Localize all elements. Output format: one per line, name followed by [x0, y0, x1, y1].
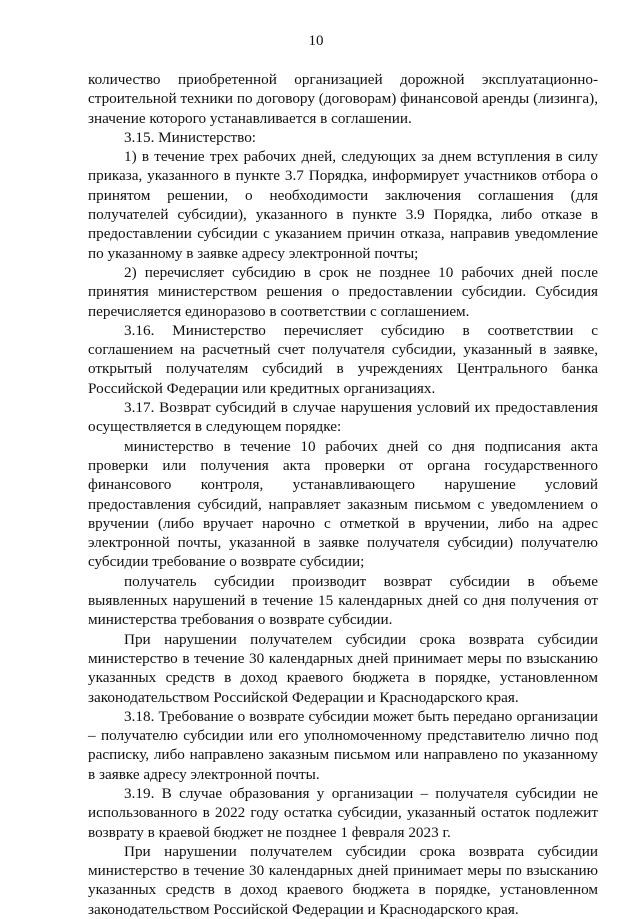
page-number: 10	[308, 33, 324, 49]
paragraph-3-19: 3.19. В случае образования у организации – получателя субсидии не использованного в 2022 году остатка субсидии, указанный остаток подлежит возврату в краевой бюджет не позднее 1 февраля 2023 г.	[88, 784, 598, 841]
paragraph-3-15-item-1: 1) в течение трех рабочих дней, следующих за днем вступления в силу приказа, указанного в пункте 3.7 Порядка, информирует участников отбора о принятом решении, о необходимости заключения соглашения (для получателей субсидии), указанного в пункте 3.9 Порядка, либо отказе в предоставлении субсидии с указанием причин отказа, направив уведомление по указанному в заявке адресу электронной почты;	[88, 148, 598, 262]
paragraph-3-16: 3.16. Министерство перечисляет субсидию в соответствии с соглашением на расчетный счет получателя субсидии, указанный в заявке, открытый получателям субсидий в учреждениях Центрального банка Российской Федерации или кредитных организациях.	[88, 321, 598, 397]
paragraph-3-15-item-2: 2) перечисляет субсидию в срок не позднее 10 рабочих дней после принятия министерством решения о предоставлении субсидии. Субсидия перечисляется единоразово в соответствии с соглашением.	[88, 263, 598, 320]
paragraph-continuation: количество приобретенной организацией дорожной эксплуатационно-строительной техники по договору (договорам) финансовой аренды (лизинга), значение которого устанавливается в соглашении.	[88, 71, 598, 127]
document-body	[88, 70, 598, 919]
paragraph-3-19-violation: При нарушении получателем субсидии срока возврата субсидии министерство в течение 30 календарных дней принимает меры по взысканию указанных средств в доход краевого бюджета в порядке, установленном законодательством Российской Федерации и Краснодарского края.	[88, 842, 598, 918]
paragraph-3-17: 3.17. Возврат субсидий в случае нарушения условий их предоставления осуществляется в следующем порядке:	[88, 399, 598, 436]
paragraph-3-15: 3.15. Министерство:	[124, 128, 257, 146]
paragraph-3-18: 3.18. Требование о возврате субсидии может быть передано организации – получателю субсидии или его уполномоченному представителю лично под расписку, либо направлено заказным письмом или направлено по указанному в заявке адресу электронной почты.	[88, 707, 598, 783]
paragraph-3-17-ministry: министерство в течение 10 рабочих дней со дня подписания акта проверки или получения акта проверки от органа государственного финансового контроля, устанавливающего нарушение условий предоставления субсидий, направляет заказным письмом с уведомлением о вручении (либо вручает нарочно с отметкой в вручении, либо на адрес электронной почты, указанной в заявке получателя субсидии) получателю субсидии требование о возврате субсидии;	[88, 437, 598, 571]
paragraph-3-17-violation: При нарушении получателем субсидии срока возврата субсидии министерство в течение 30 календарных дней принимает меры по взысканию указанных средств в доход краевого бюджета в порядке, установленном законодательством Российской Федерации и Краснодарского края.	[88, 630, 598, 706]
paragraph-3-17-recipient: получатель субсидии производит возврат субсидии в объеме выявленных нарушений в течение 15 календарных дней со дня получения от министерства требования о возврате субсидии.	[88, 572, 598, 629]
